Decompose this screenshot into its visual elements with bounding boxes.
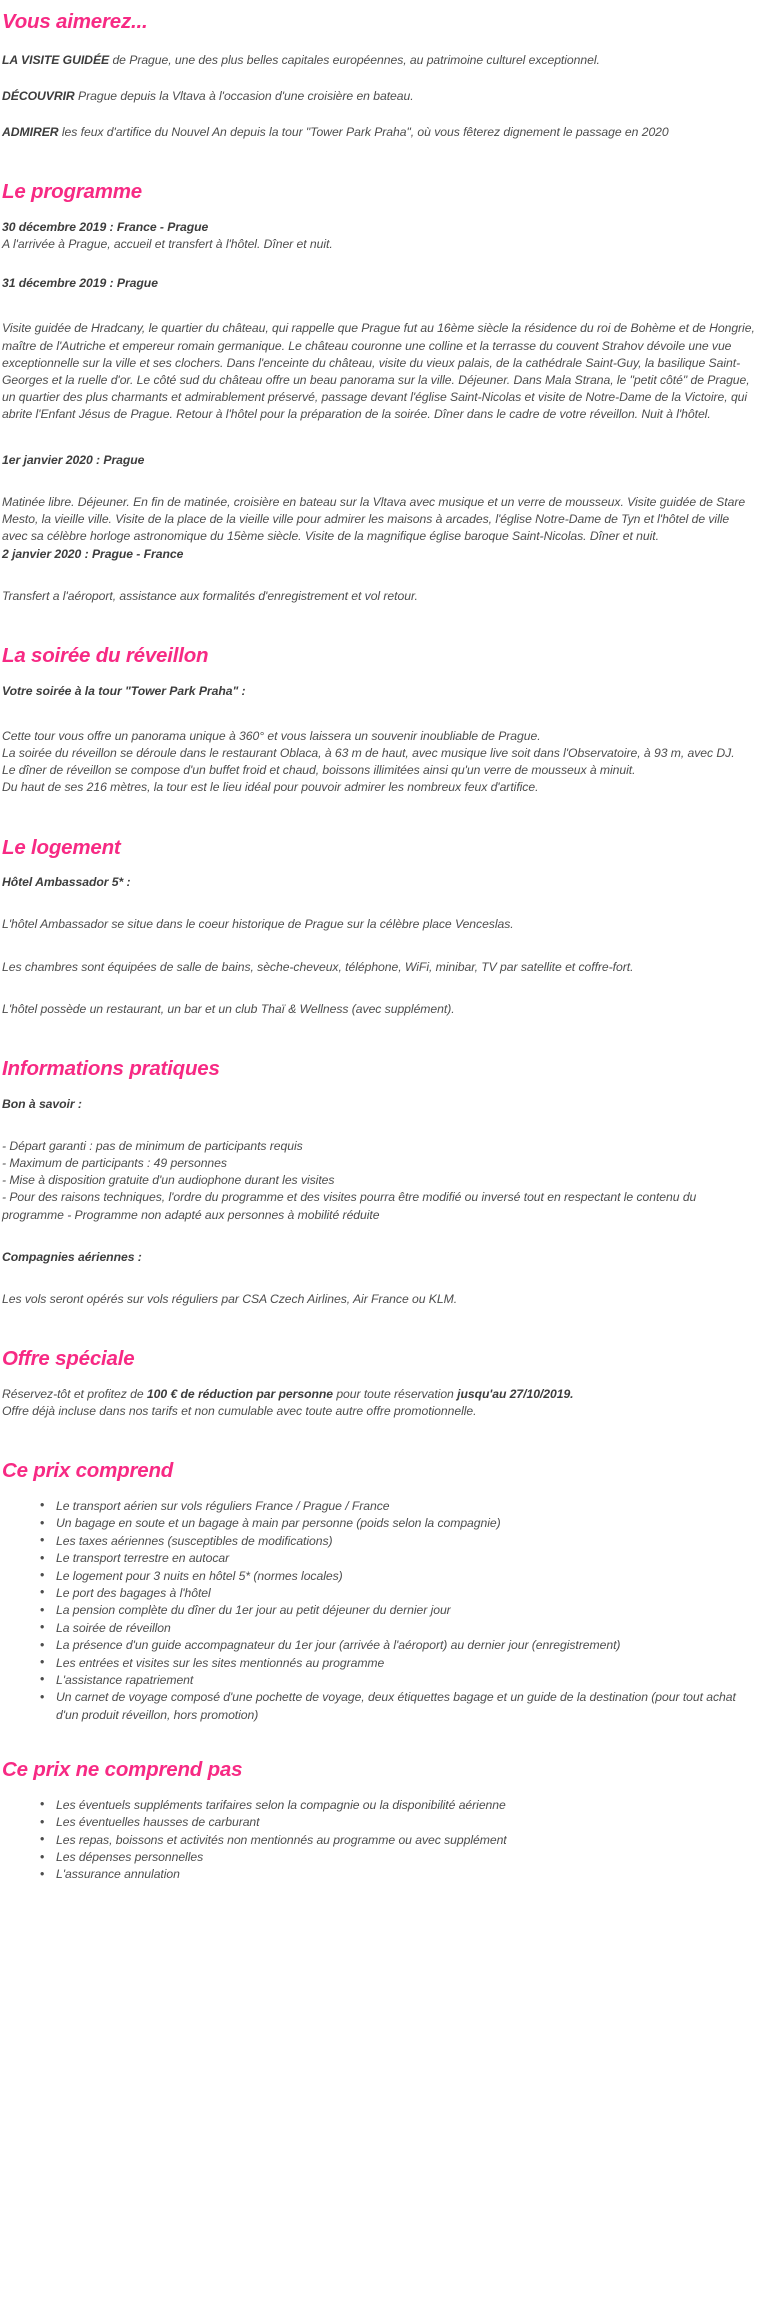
day-text-3: Matinée libre. Déjeuner. En fin de matinée, croisière en bateau sur la Vltava avec musique et un verre de mousseux. Visite guidée de Stare Mesto, la vieille ville. Visite de la place de la vieille ville pour admirer les maisons à arcades, l'église Notre-Dame de Tyn et l'hôtel de ville avec sa célèbre horloge astronomique du 15ème siècle. Visite de la magnifique église baroque Saint-Nicolas. Dîner et nuit. [2, 494, 746, 544]
list-item: • Le transport terrestre en autocar [40, 1550, 756, 1567]
soiree-subtitle: Votre soirée à la tour "Tower Park Praha" : [2, 683, 246, 698]
list-item: • Un bagage en soute et un bagage à main par personne (poids selon la compagnie) [40, 1515, 756, 1532]
included-list [2, 1498, 756, 1724]
logement-paragraph: L'hôtel Ambassador se situe dans le coeur historique de Prague sur la célèbre place Venceslas. [2, 917, 514, 932]
day-heading-1: 30 décembre 2019 : France - Prague [2, 219, 209, 234]
list-item: • Les entrées et visites sur les sites mentionnés au programme [40, 1655, 756, 1672]
list-item: • Les taxes aériennes (susceptibles de modifications) [40, 1533, 756, 1550]
soiree-line: La soirée du réveillon se déroule dans le restaurant Oblaca, à 63 m de haut, avec musique live soit dans l'Observatoire, à 93 m, avec DJ. [2, 745, 735, 760]
day-text-2: Visite guidée de Hradcany, le quartier du château, qui rappelle que Prague fut au 16ème siècle la résidence du roi de Bohème et de Hongrie, maître de l'Autriche et empereur romain germanique. Le château couronne une colline et la terrasse du couvent Strahov dévoile une vue exceptionnelle sur la ville et ses clochers. Dans l'enceinte du château, visite du vieux palais, de la cathédrale Saint-Guy, la basilique Saint-Georges et la ruelle d'or. Le côté sud du château offre un beau panorama sur la ville. Déjeuner. Dans Mala Strana, le "petit côté" de Prague, un quartier des plus charmants et admirablement préservé, passage devant l'église Saint-Nicolas et visite de Notre-Dame de la Victoire, qui abrite l'Enfant Jésus de Prague. Retour à l'hôtel pour la préparation de la soirée. Dîner dans le cadre de votre réveillon. Nuit à l'hôtel. [2, 321, 755, 422]
info-note: - Départ garanti : pas de minimum de participants requis [2, 1138, 303, 1153]
section-title-ce-prix-comprend: Ce prix comprend [2, 1459, 174, 1483]
offre-line-2: Offre déjà incluse dans nos tarifs et non cumulable avec toute autre offre promotionnelle. [2, 1404, 477, 1419]
day-heading-3: 1er janvier 2020 : Prague [2, 452, 145, 467]
highlight-lead: LA VISITE GUIDÉE [2, 52, 110, 67]
offre-mid: pour toute réservation [332, 1386, 458, 1401]
soiree-line: Du haut de ses 216 mètres, la tour est le lieu idéal pour pouvoir admirer les nombreux feux d'artifice. [2, 780, 539, 795]
soiree-line: Le dîner de réveillon se compose d'un buffet froid et chaud, boissons illimitées ainsi qu'un verre de mousseux à minuit. [2, 763, 636, 778]
list-item: • Le port des bagages à l'hôtel [40, 1585, 756, 1602]
offre-line-1 [2, 1386, 756, 1403]
highlight-rest: Prague depuis la Vltava à l'occasion d'une croisière en bateau. [74, 88, 414, 103]
highlight-rest: de Prague, une des plus belles capitales européennes, au patrimoine culturel exceptionnel. [109, 52, 600, 67]
day-text-1: A l'arrivée à Prague, accueil et transfert à l'hôtel. Dîner et nuit. [2, 237, 333, 252]
info-note: - Mise à disposition gratuite d'un audiophone durant les visites [2, 1173, 335, 1188]
excluded-list [2, 1797, 756, 1884]
list-item: • Les éventuels suppléments tarifaires selon la compagnie ou la disponibilité aérienne [40, 1797, 756, 1814]
highlight-item [2, 124, 756, 141]
section-title-logement: Le logement [2, 835, 121, 859]
offre-pre: Réservez-tôt et profitez de [2, 1386, 147, 1401]
list-item: • Un carnet de voyage composé d'une pochette de voyage, deux étiquettes bagage et un guide de la destination (pour tout achat d'un produit réveillon, hors promotion) [40, 1689, 756, 1724]
highlight-item [2, 88, 756, 105]
logement-paragraph: L'hôtel possède un restaurant, un bar et un club Thaï & Wellness (avec supplément). [2, 1001, 455, 1016]
compagnies-aeriennes-label: Compagnies aériennes : [2, 1249, 142, 1264]
day-heading-2: 31 décembre 2019 : Prague [2, 276, 158, 291]
soiree-line: Cette tour vous offre un panorama unique à 360° et vous laissera un souvenir inoubliable de Prague. [2, 728, 541, 743]
highlight-lead: DÉCOUVRIR [2, 88, 75, 103]
list-item: • L'assurance annulation [40, 1866, 756, 1883]
list-item: • La soirée de réveillon [40, 1620, 756, 1637]
list-item: • La pension complète du dîner du 1er jour au petit déjeuner du dernier jour [40, 1602, 756, 1619]
day-heading-4: 2 janvier 2020 : Prague - France [2, 546, 184, 561]
list-item: • La présence d'un guide accompagnateur du 1er jour (arrivée à l'aéroport) au dernier jour (enregistrement) [40, 1637, 756, 1654]
section-title-programme: Le programme [2, 180, 142, 204]
compagnies-aeriennes-text: Les vols seront opérés sur vols réguliers par CSA Czech Airlines, Air France ou KLM. [2, 1292, 458, 1307]
bon-a-savoir-label: Bon à savoir : [2, 1096, 82, 1111]
list-item: • Les repas, boissons et activités non mentionnés au programme ou avec supplément [40, 1832, 756, 1849]
info-note: - Maximum de participants : 49 personnes [2, 1156, 227, 1171]
section-title-soiree: La soirée du réveillon [2, 643, 209, 667]
logement-paragraph: Les chambres sont équipées de salle de bains, sèche-cheveux, téléphone, WiFi, minibar, TV par satellite et coffre-fort. [2, 959, 634, 974]
list-item: • Le transport aérien sur vols réguliers France / Prague / France [40, 1498, 756, 1515]
highlight-lead: ADMIRER [2, 125, 59, 140]
highlight-item [2, 52, 756, 69]
section-title-ce-prix-ne-comprend-pas: Ce prix ne comprend pas [2, 1758, 243, 1782]
day-text-4: Transfert a l'aéroport, assistance aux formalités d'enregistrement et vol retour. [2, 588, 418, 603]
list-item: • Le logement pour 3 nuits en hôtel 5* (normes locales) [40, 1568, 756, 1585]
highlight-rest: les feux d'artifice du Nouvel An depuis la tour "Tower Park Praha", où vous fêterez dignement le passage en 2020 [58, 125, 669, 140]
info-note: - Pour des raisons techniques, l'ordre du programme et des visites pourra être modifié ou inversé tout en respectant le contenu du programme - Programme non adapté aux personnes à mobilité réduite [2, 1190, 697, 1222]
section-title-vous-aimerez: Vous aimerez... [2, 10, 148, 33]
offre-discount: 100 € de réduction par personne [146, 1386, 333, 1401]
offre-deadline: jusqu'au 27/10/2019. [457, 1386, 574, 1401]
list-item: • Les éventuelles hausses de carburant [40, 1814, 756, 1831]
section-title-informations-pratiques: Informations pratiques [2, 1056, 220, 1080]
list-item: • Les dépenses personnelles [40, 1849, 756, 1866]
logement-subtitle: Hôtel Ambassador 5* : [2, 875, 131, 890]
list-item: • L'assistance rapatriement [40, 1672, 756, 1689]
section-title-offre-speciale: Offre spéciale [2, 1347, 135, 1371]
